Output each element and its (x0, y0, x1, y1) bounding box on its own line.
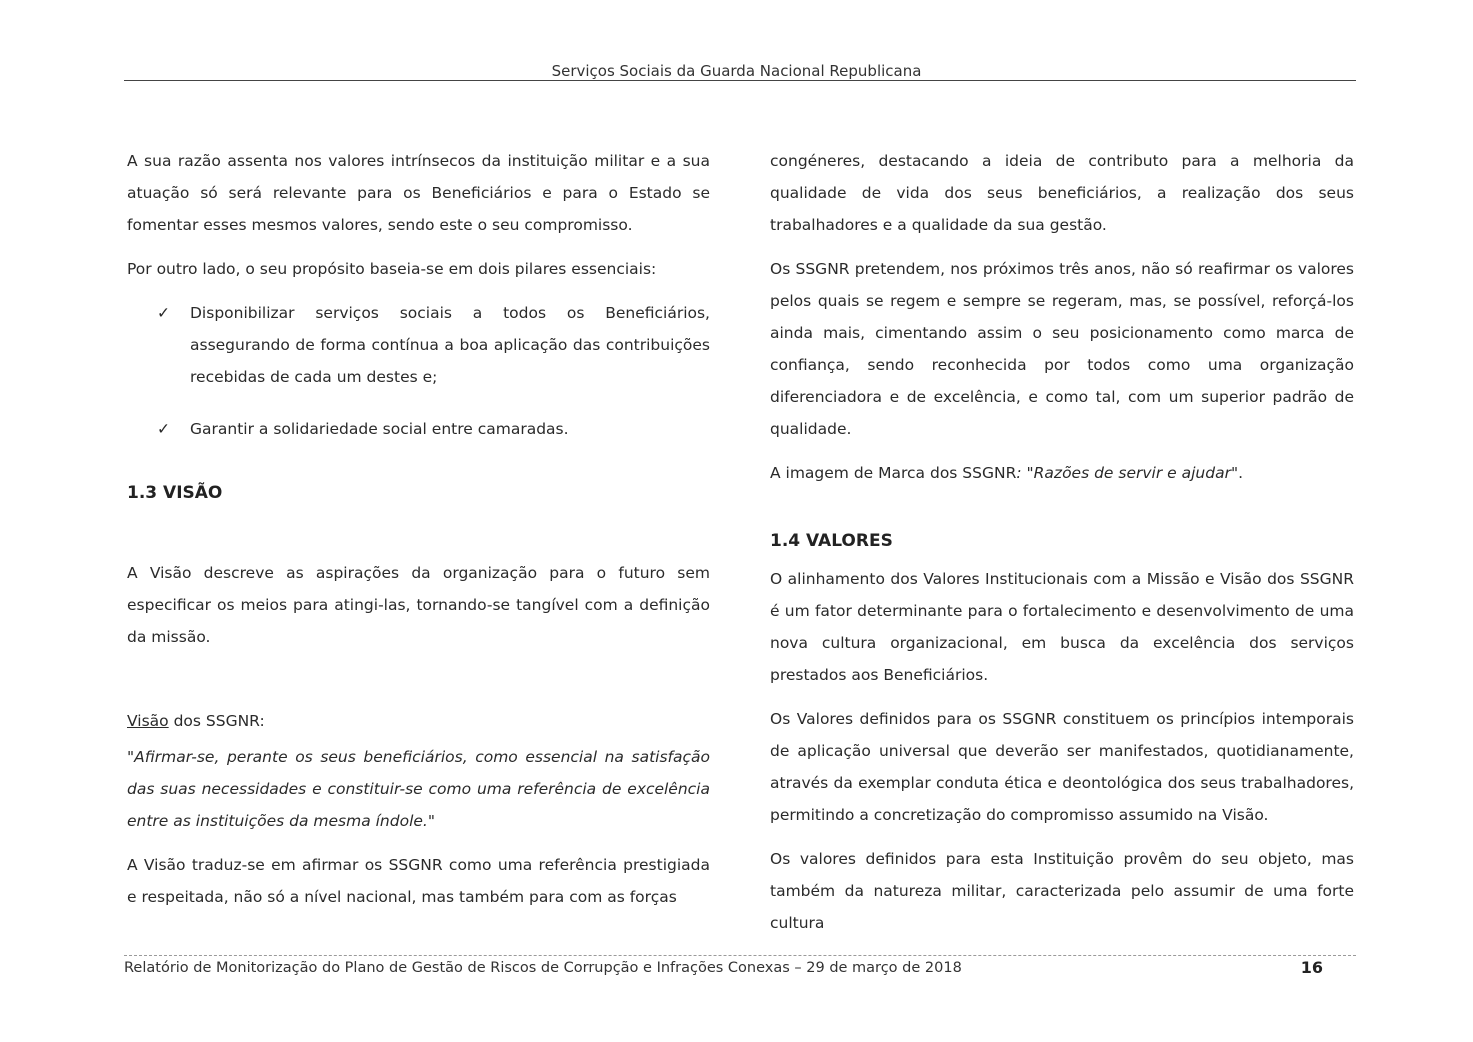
vision-label-underlined: Visão (127, 712, 169, 730)
brand-end: . (1238, 464, 1244, 482)
paragraph: Os Valores definidos para os SSGNR constituem os princípios intemporais de aplicação universal que deverão ser manifestados, quotidianamente, através da exemplar conduta ética e deontológica dos seus trabalhadores, permitindo a concretização do compromisso assumido na Visão. (770, 710, 1354, 824)
brand-colon: : (1016, 464, 1027, 482)
footer-divider (124, 955, 1356, 956)
brand-prefix: A imagem de Marca dos SSGNR (770, 464, 1017, 482)
paragraph: A Visão descreve as aspirações da organização para o futuro sem especificar os meios para atingi-las, tornando-se tangível com a definição da missão. (127, 564, 710, 646)
list-item-text: Garantir a solidariedade social entre camaradas. (190, 420, 569, 438)
brand-slogan: "Razões de servir e ajudar" (1026, 464, 1239, 482)
checkmark-icon: ✓ (157, 304, 170, 322)
section-heading-valores: 1.4 VALORES (770, 531, 893, 551)
list-item-text: Disponibilizar serviços sociais a todos os Beneficiários, assegurando de forma contínua a boa aplicação das contribuições recebidas de cada um destes e; (190, 304, 710, 386)
footer-text: Relatório de Monitorização do Plano de Gestão de Riscos de Corrupção e Infrações Conexas – 29 de março de 2018 (124, 960, 962, 976)
section-heading-visao: 1.3 VISÃO (127, 483, 223, 503)
list-item (127, 297, 710, 393)
paragraph: A sua razão assenta nos valores intrínsecos da instituição militar e a sua atuação só será relevante para os Beneficiários e para o Estado se fomentar esses mesmos valores, sendo este o seu compromisso. (127, 152, 710, 234)
checkmark-icon: ✓ (157, 420, 170, 438)
paragraph: A Visão traduz-se em afirmar os SSGNR como uma referência prestigiada e respeitada, não só a nível nacional, mas também para com as forças (127, 856, 710, 906)
list-item (127, 413, 710, 445)
left-column (127, 145, 710, 925)
paragraph: O alinhamento dos Valores Institucionais com a Missão e Visão dos SSGNR é um fator determinante para o fortalecimento e desenvolvimento de uma nova cultura organizacional, em busca da excelência dos serviços prestados aos Beneficiários. (770, 570, 1354, 684)
paragraph: Os SSGNR pretendem, nos próximos três anos, não só reafirmar os valores pelos quais se regem e sempre se regeram, mas, se possível, reforçá-los ainda mais, cimentando assim o seu posicionamento como marca de confiança, sendo reconhecida por todos como uma organização diferenciadora e de excelência, e como tal, com um superior padrão de qualidade. (770, 260, 1354, 438)
brand-line (770, 457, 1354, 489)
vision-label (127, 705, 710, 737)
paragraph: congéneres, destacando a ideia de contributo para a melhoria da qualidade de vida dos seus beneficiários, a realização dos seus trabalhadores e a qualidade da sua gestão. (770, 152, 1354, 234)
purpose-list (127, 297, 710, 445)
header-divider (124, 80, 1356, 81)
page-header-title: Serviços Sociais da Guarda Nacional Republicana (551, 62, 922, 80)
paragraph: Por outro lado, o seu propósito baseia-se em dois pilares essenciais: (127, 260, 657, 278)
page-number: 16 (1300, 958, 1323, 977)
paragraph: Os valores definidos para esta Instituição provêm do seu objeto, mas também da natureza militar, caracterizada pelo assumir de uma forte cultura (770, 850, 1354, 932)
vision-quote: "Afirmar-se, perante os seus beneficiários, como essencial na satisfação das suas necessidades e constituir-se como uma referência de excelência entre as instituições da mesma índole." (127, 748, 710, 830)
right-column (770, 145, 1354, 951)
vision-label-rest: dos SSGNR: (168, 712, 265, 730)
